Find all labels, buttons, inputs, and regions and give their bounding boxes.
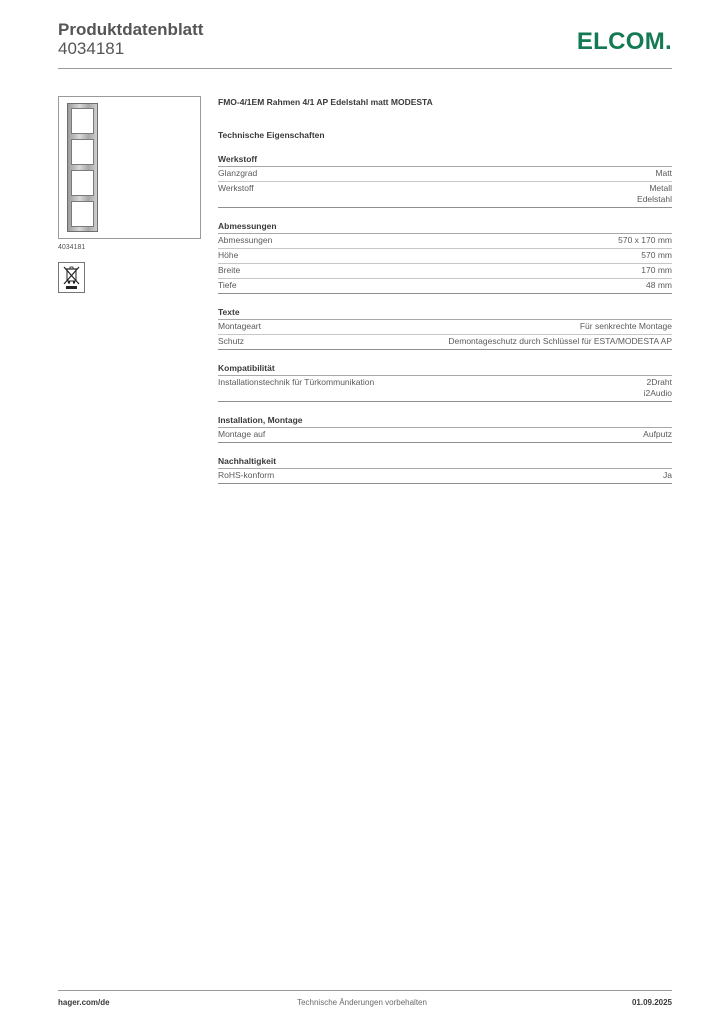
property-section: [218, 414, 672, 443]
property-row: [218, 469, 672, 484]
section-title: Abmessungen: [218, 220, 672, 234]
property-value: [580, 321, 672, 332]
property-row: [218, 249, 672, 264]
footer-date: 01.09.2025: [631, 998, 672, 1007]
property-value-line: 48 mm: [646, 280, 672, 290]
property-section: [218, 220, 672, 294]
frame-window: [71, 139, 94, 165]
property-value-line: Metall: [649, 183, 672, 193]
footer-website: hager.com/de: [58, 998, 110, 1007]
property-section: [218, 455, 672, 484]
property-value: [663, 470, 672, 481]
property-label: Glanzgrad: [218, 168, 258, 178]
property-section: [218, 153, 672, 208]
frame-4-fold-illustration: [67, 103, 98, 232]
property-section: [218, 306, 672, 350]
property-value-line: Aufputz: [643, 429, 672, 439]
property-label: Breite: [218, 265, 241, 275]
property-value: [644, 377, 672, 399]
property-value-line: 170 mm: [641, 265, 672, 275]
property-label: Abmessungen: [218, 235, 273, 245]
elcom-logo: ELCOM.: [576, 28, 672, 55]
property-label: Schutz: [218, 336, 244, 346]
technical-properties-heading: Technische Eigenschaften: [218, 130, 325, 140]
property-value-line: i2Audio: [643, 388, 672, 398]
section-title: Werkstoff: [218, 153, 672, 167]
property-section: [218, 362, 672, 402]
property-label: Montage auf: [218, 429, 266, 439]
property-value: [448, 336, 672, 347]
property-value-line: Ja: [663, 470, 672, 480]
property-label: Montageart: [218, 321, 261, 331]
property-value-line: Demontageschutz durch Schlüssel für ESTA/MODESTA AP: [448, 336, 672, 346]
property-row: [218, 234, 672, 249]
section-title: Nachhaltigkeit: [218, 455, 672, 469]
property-row: [218, 428, 672, 443]
property-value-line: 2Draht: [646, 377, 672, 387]
property-value: [646, 280, 672, 291]
frame-window: [71, 201, 94, 227]
header-divider: [58, 68, 672, 69]
property-value-line: Edelstahl: [637, 194, 672, 204]
property-label: Höhe: [218, 250, 239, 260]
property-value: [655, 168, 672, 179]
property-row: [218, 279, 672, 294]
product-data-content: [218, 96, 672, 484]
property-row: [218, 376, 672, 402]
property-value-line: Für senkrechte Montage: [579, 321, 672, 331]
property-label: Installationstechnik für Türkommunikation: [218, 377, 375, 387]
frame-window: [71, 170, 94, 196]
property-value: [637, 183, 672, 205]
product-image: [58, 96, 201, 239]
property-label: RoHS-konform: [218, 470, 275, 480]
property-label: Tiefe: [218, 280, 237, 290]
section-title: Installation, Montage: [218, 414, 672, 428]
article-number: 4034181: [58, 39, 125, 58]
property-row: [218, 264, 672, 279]
property-row: [218, 335, 672, 350]
property-value-line: 570 x 170 mm: [618, 235, 672, 245]
section-title: Texte: [218, 306, 672, 320]
property-value-line: Matt: [655, 168, 672, 178]
section-title: Kompatibilität: [218, 362, 672, 376]
property-sections: [218, 153, 672, 484]
property-row: [218, 320, 672, 335]
footer-disclaimer: Technische Änderungen vorbehalten: [297, 998, 427, 1007]
property-row: [218, 182, 672, 208]
frame-window: [71, 108, 94, 134]
property-value: [641, 265, 672, 276]
property-row: [218, 167, 672, 182]
document-title: Produktdatenblatt: [58, 20, 204, 39]
product-title: FMO-4/1EM Rahmen 4/1 AP Edelstahl matt MODESTA: [218, 97, 433, 107]
property-value: [643, 429, 672, 440]
weee-crossed-bin-icon: [58, 262, 85, 293]
property-value: [618, 235, 672, 246]
property-value-line: 570 mm: [641, 250, 672, 260]
property-value: [641, 250, 672, 261]
property-label: Werkstoff: [218, 183, 254, 193]
footer-divider: [58, 990, 672, 991]
image-caption: 4034181: [58, 244, 86, 251]
